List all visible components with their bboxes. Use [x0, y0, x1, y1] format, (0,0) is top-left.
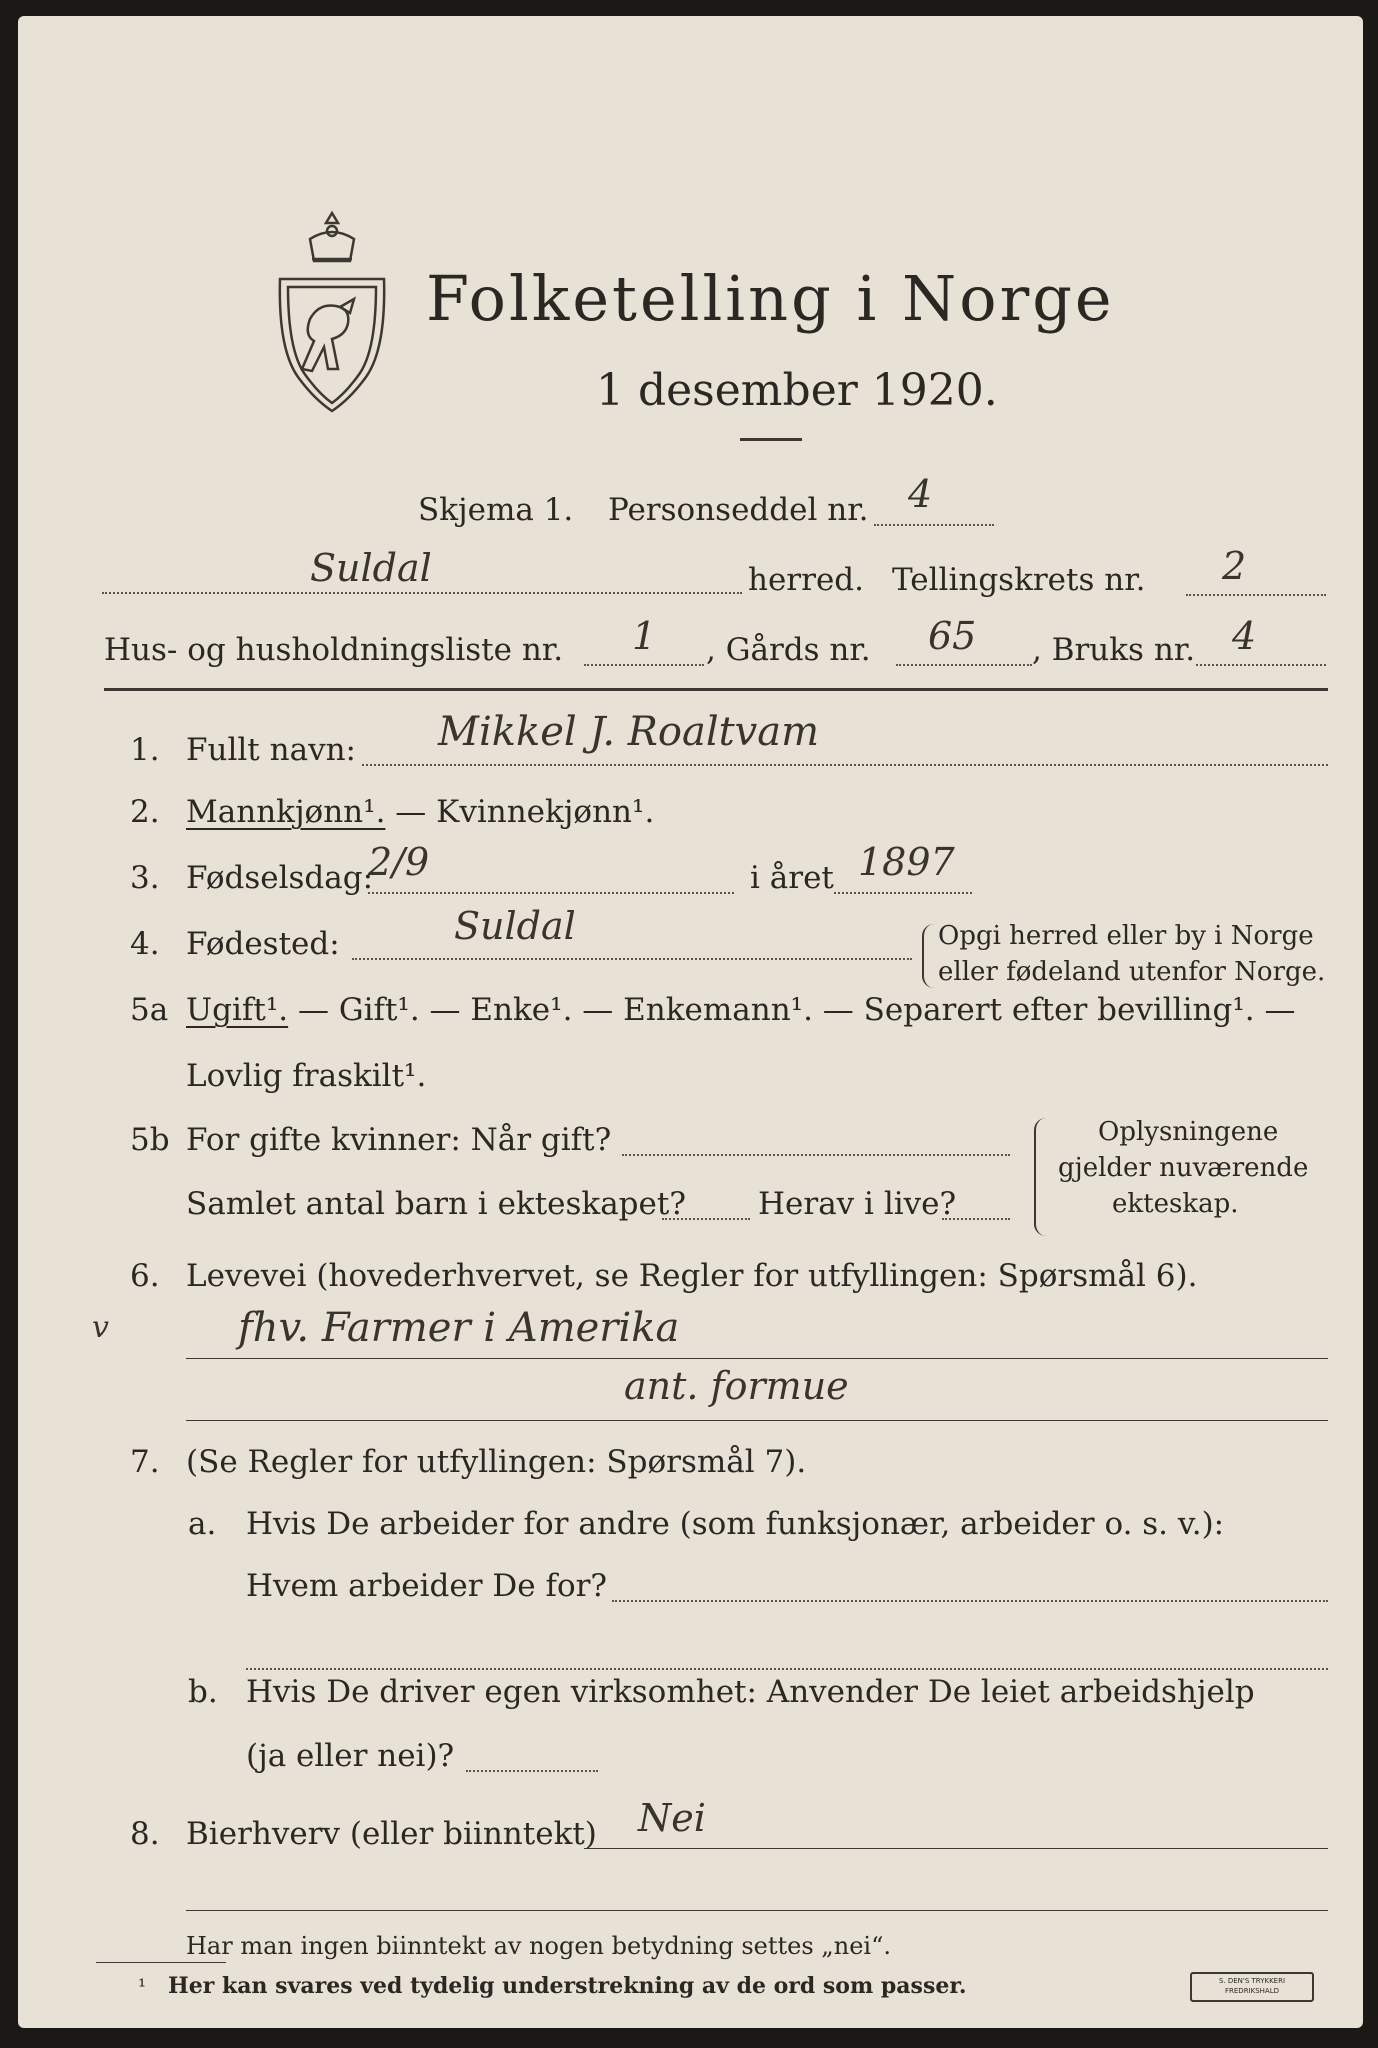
q7a-answer-line1	[612, 1600, 1328, 1602]
q2-male-option[interactable]: Mannkjønn¹.	[186, 794, 386, 830]
schema-label: Skjema 1.	[418, 492, 574, 528]
hus-value[interactable]: 1	[632, 614, 657, 658]
q4-note-line1: Opgi herred eller by i Norge	[938, 921, 1314, 951]
q4-number: 4.	[130, 926, 160, 962]
gards-line	[896, 664, 1032, 666]
q4-label: Fødested:	[186, 926, 340, 962]
q3-value[interactable]: 2/9	[368, 840, 430, 884]
q3-year-label: i året	[750, 860, 834, 896]
q1-line	[362, 764, 1328, 766]
q2-separator: —	[385, 794, 437, 830]
q6-number: 6.	[130, 1258, 160, 1294]
q3-year-line	[834, 892, 972, 894]
q6-margin-mark: v	[92, 1310, 109, 1345]
q6-label: Levevei (hovederhvervet, se Regler for utfyllingen: Spørsmål 6).	[186, 1258, 1198, 1294]
bruks-line	[1196, 664, 1326, 666]
form-subtitle: 1 desember 1920.	[596, 365, 998, 416]
q5b-note-line2: gjelder nuværende	[1058, 1153, 1309, 1183]
q4-note-brace	[922, 924, 934, 988]
census-form-page	[18, 16, 1363, 2028]
q8-number: 8.	[130, 1816, 160, 1852]
norwegian-coat-of-arms-icon	[262, 201, 402, 416]
q5b-alive-label: Herav i live?	[758, 1186, 957, 1222]
tellingskrets-value[interactable]: 2	[1222, 544, 1247, 588]
q5b-note-line1: Oplysningene	[1098, 1117, 1279, 1147]
q5b-children-line	[662, 1218, 750, 1220]
hus-line	[584, 664, 704, 666]
tellingskrets-label: Tellingskrets nr.	[892, 562, 1146, 598]
q3-number: 3.	[130, 860, 160, 896]
gards-value[interactable]: 65	[928, 614, 977, 658]
q5b-married-line	[622, 1154, 1010, 1156]
q7b-letter: b.	[188, 1674, 218, 1710]
q2-number: 2.	[130, 794, 160, 830]
printer-stamp-line2: FREDRIKSHALD	[1224, 1987, 1279, 1995]
q7b-line2: (ja eller nei)?	[246, 1738, 455, 1774]
q4-line	[352, 958, 912, 960]
q7-number: 7.	[130, 1444, 160, 1480]
q3-year-value[interactable]: 1897	[858, 840, 955, 884]
q5b-note-line3: ekteskap.	[1112, 1189, 1239, 1219]
q1-number: 1.	[130, 732, 160, 768]
q5b-number: 5b	[130, 1122, 170, 1158]
footnote-text: Her kan svares ved tydelig understrekning av de ord som passer.	[168, 1973, 967, 1999]
header-divider	[104, 688, 1328, 691]
q5a-other-options[interactable]: — Gift¹. — Enke¹. — Enkemann¹. — Separert efter bevilling¹. —	[288, 992, 1296, 1028]
q7a-letter: a.	[188, 1506, 217, 1542]
herred-line	[102, 592, 742, 594]
q2-female-option[interactable]: Kvinnekjønn¹.	[436, 794, 655, 830]
q8-value[interactable]: Nei	[638, 1796, 706, 1840]
q1-value[interactable]: Mikkel J. Roaltvam	[438, 709, 820, 755]
q6-answer-line2	[186, 1420, 1328, 1421]
q7b-line1: Hvis De driver egen virksomhet: Anvender De leiet arbeidshjelp	[246, 1674, 1255, 1710]
printer-stamp	[1190, 1972, 1314, 2002]
bruks-label: , Bruks nr.	[1032, 632, 1196, 668]
footnote-divider	[96, 1962, 226, 1963]
footer-note: Har man ingen biinntekt av nogen betydning settes „nei“.	[186, 1932, 891, 1960]
q5a-line2[interactable]: Lovlig fraskilt¹.	[186, 1058, 427, 1094]
herred-label: herred.	[748, 562, 864, 598]
q3-label: Fødselsdag:	[186, 860, 374, 896]
q8-extra-line	[186, 1910, 1328, 1911]
title-divider	[740, 438, 802, 441]
q7a-line2: Hvem arbeider De for?	[246, 1568, 608, 1604]
herred-value[interactable]: Suldal	[310, 546, 432, 590]
q8-label: Bierhverv (eller biinntekt)	[186, 1816, 597, 1852]
q7b-answer-line	[466, 1770, 598, 1772]
q5a-options	[186, 992, 1295, 1028]
q5b-line1: For gifte kvinner: Når gift?	[186, 1122, 612, 1158]
hus-label: Hus- og husholdningsliste nr.	[104, 632, 564, 668]
q5a-ugift-option[interactable]: Ugift¹.	[186, 992, 289, 1028]
q6-value-line2[interactable]: ant. formue	[624, 1364, 849, 1408]
q7a-line1: Hvis De arbeider for andre (som funksjonær, arbeider o. s. v.):	[246, 1506, 1225, 1542]
q7-label: (Se Regler for utfyllingen: Spørsmål 7).	[186, 1444, 807, 1480]
printer-stamp-line1: S. DEN'S TRYKKERI	[1218, 1977, 1286, 1985]
q7a-answer-line2	[246, 1668, 1328, 1670]
personseddel-line	[874, 524, 994, 526]
footnote-mark: ¹	[138, 1974, 147, 1998]
q5b-children-label: Samlet antal barn i ekteskapet?	[186, 1186, 686, 1222]
q3-line	[368, 892, 734, 894]
q4-value[interactable]: Suldal	[454, 904, 576, 948]
gards-label: , Gårds nr.	[706, 632, 871, 668]
q5a-number: 5a	[130, 992, 169, 1028]
q5b-alive-line	[942, 1218, 1010, 1220]
q5b-note-brace	[1034, 1118, 1048, 1236]
personseddel-label: Personseddel nr.	[608, 492, 869, 528]
bruks-value[interactable]: 4	[1232, 614, 1257, 658]
tellingskrets-line	[1186, 594, 1326, 596]
q6-answer-line1	[186, 1358, 1328, 1359]
q6-value-line1[interactable]: fhv. Farmer i Amerika	[238, 1305, 680, 1351]
q8-answer-line	[584, 1848, 1328, 1849]
q1-label: Fullt navn:	[186, 732, 356, 768]
q2-options	[186, 794, 654, 830]
q4-note-line2: eller fødeland utenfor Norge.	[938, 957, 1326, 987]
form-title: Folketelling i Norge	[426, 262, 1115, 335]
personseddel-value[interactable]: 4	[908, 472, 933, 516]
